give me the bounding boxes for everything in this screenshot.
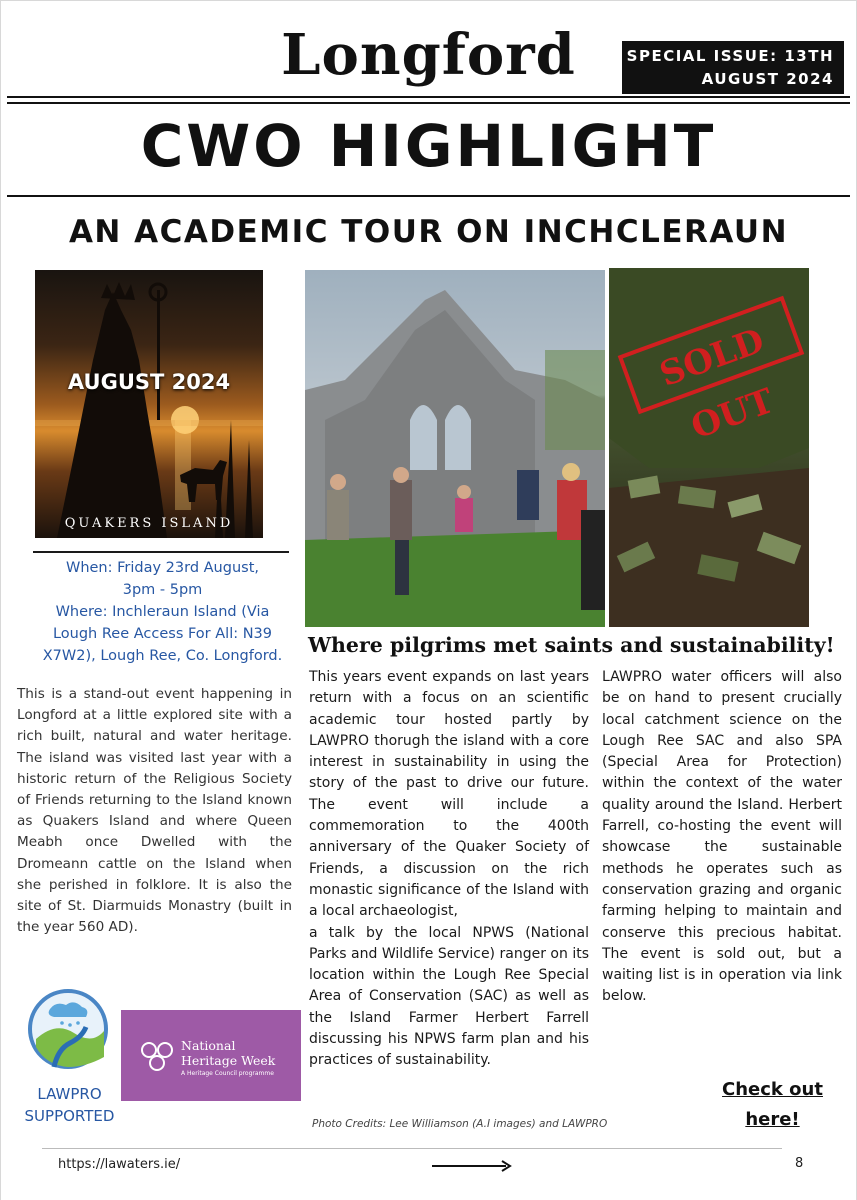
nhw-title-line: Heritage Week — [181, 1053, 276, 1068]
masthead-rule — [7, 102, 850, 104]
page-number: 8 — [795, 1156, 804, 1171]
poster-artwork — [35, 270, 263, 538]
lawpro-label-line: SUPPORTED — [24, 1107, 115, 1125]
headline-rule — [7, 195, 850, 197]
lawpro-logo — [26, 987, 111, 1072]
issue-badge: SPECIAL ISSUE: 13TH AUGUST 2024 — [622, 41, 844, 94]
check-out-link[interactable] — [700, 1075, 845, 1135]
sold-out-stamp: SOLD OUT — [618, 296, 805, 414]
event-time-line: 3pm - 5pm — [122, 582, 203, 598]
article-column-2: LAWPRO water officers will also be on hand to present crucially local catchment science on the Lough Ree SAC and also SPA (Special Area for Protection) within the context of the water quality around the Island. Herbert Farrell, co-hosting the event will showcase the sustainable methods he operates such as conservation grazing and organic farming helping to maintain and conserve this precious habitat. The event is sold out, but a waiting list is in operation via link below. — [602, 669, 842, 1005]
footer-url-link[interactable]: https://lawaters.ie/ — [58, 1157, 181, 1172]
poster-date: AUGUST 2024 — [67, 370, 231, 394]
footer-rule — [42, 1148, 782, 1149]
article-title: Where pilgrims met saints and sustainability! — [308, 633, 835, 657]
cave-photo — [609, 268, 809, 627]
church-ruin-scene — [305, 270, 605, 627]
spiral-icon — [139, 1038, 175, 1074]
nhw-subtitle: A Heritage Council programme — [181, 1070, 274, 1077]
page-border-top — [0, 0, 857, 1]
poster-image — [35, 270, 263, 538]
article-paragraph: a talk by the local NPWS (National Parks and Wildlife Service) ranger on its location within the Lough Ree Special Area of Conservation (SAC) as well as the Island Farmer Herbert Farrell discussing his NPWS farm plan and his practices of sustainability. — [309, 924, 589, 1069]
arrow-right-icon — [432, 1158, 512, 1174]
check-out-link-line[interactable]: here! — [745, 1109, 800, 1130]
article-column-1 — [309, 667, 589, 1072]
national-heritage-week-logo — [121, 1010, 301, 1101]
lawpro-label-line: LAWPRO — [37, 1085, 102, 1103]
page-headline: CWO HIGHLIGHT — [140, 112, 717, 180]
nhw-title-line: National — [181, 1038, 236, 1053]
event-where-line: Where: Inchleraun Island (Via — [55, 604, 270, 620]
lawpro-supported-label — [12, 1083, 127, 1127]
intro-paragraph: This is a stand-out event happening in Longford at a little explored site with a rich built, natural and water heritage. The island was visited last year with a historic return of the Religious Society of Friends returning to the Island known as Quakers Island and where Queen Meabh once Dwelled with the Dromeann cattle on the Island when she perished in folklore. It is also the site of St. Diarmuids Monastry (built in the year 560 AD). — [17, 686, 292, 936]
masthead-title: Longford — [281, 22, 576, 88]
event-where-line: Lough Ree Access For All: N39 — [52, 626, 273, 642]
event-details-rule — [33, 551, 289, 553]
church-ruin-photo — [305, 270, 605, 627]
check-out-link-line[interactable]: Check out — [722, 1079, 823, 1100]
article-subhead: AN ACADEMIC TOUR ON INCHCLERAUN — [68, 214, 789, 250]
nhw-title — [181, 1038, 275, 1068]
event-where-line: X7W2), Lough Ree, Co. Longford. — [42, 648, 283, 664]
poster-caption: QUAKERS ISLAND — [64, 516, 234, 531]
photo-credits: Photo Credits: Lee Williamson (A.I images) and LAWPRO — [312, 1118, 608, 1130]
article-paragraph: This years event expands on last years return with a focus on an scientific academic tour hosted partly by LAWPRO thorugh the island with a core interest in sustainability in using the story of the past to drive our future. The event will include a commemoration to the 400th anniversary of the Quaker Society of Friends, a discussion on the rich monastic significance of the Island with a local archaeologist, — [309, 669, 589, 920]
masthead-rule — [7, 96, 850, 98]
lawpro-logo-icon — [26, 987, 111, 1072]
event-when-line: When: Friday 23rd August, — [65, 560, 259, 576]
event-details — [20, 557, 305, 667]
